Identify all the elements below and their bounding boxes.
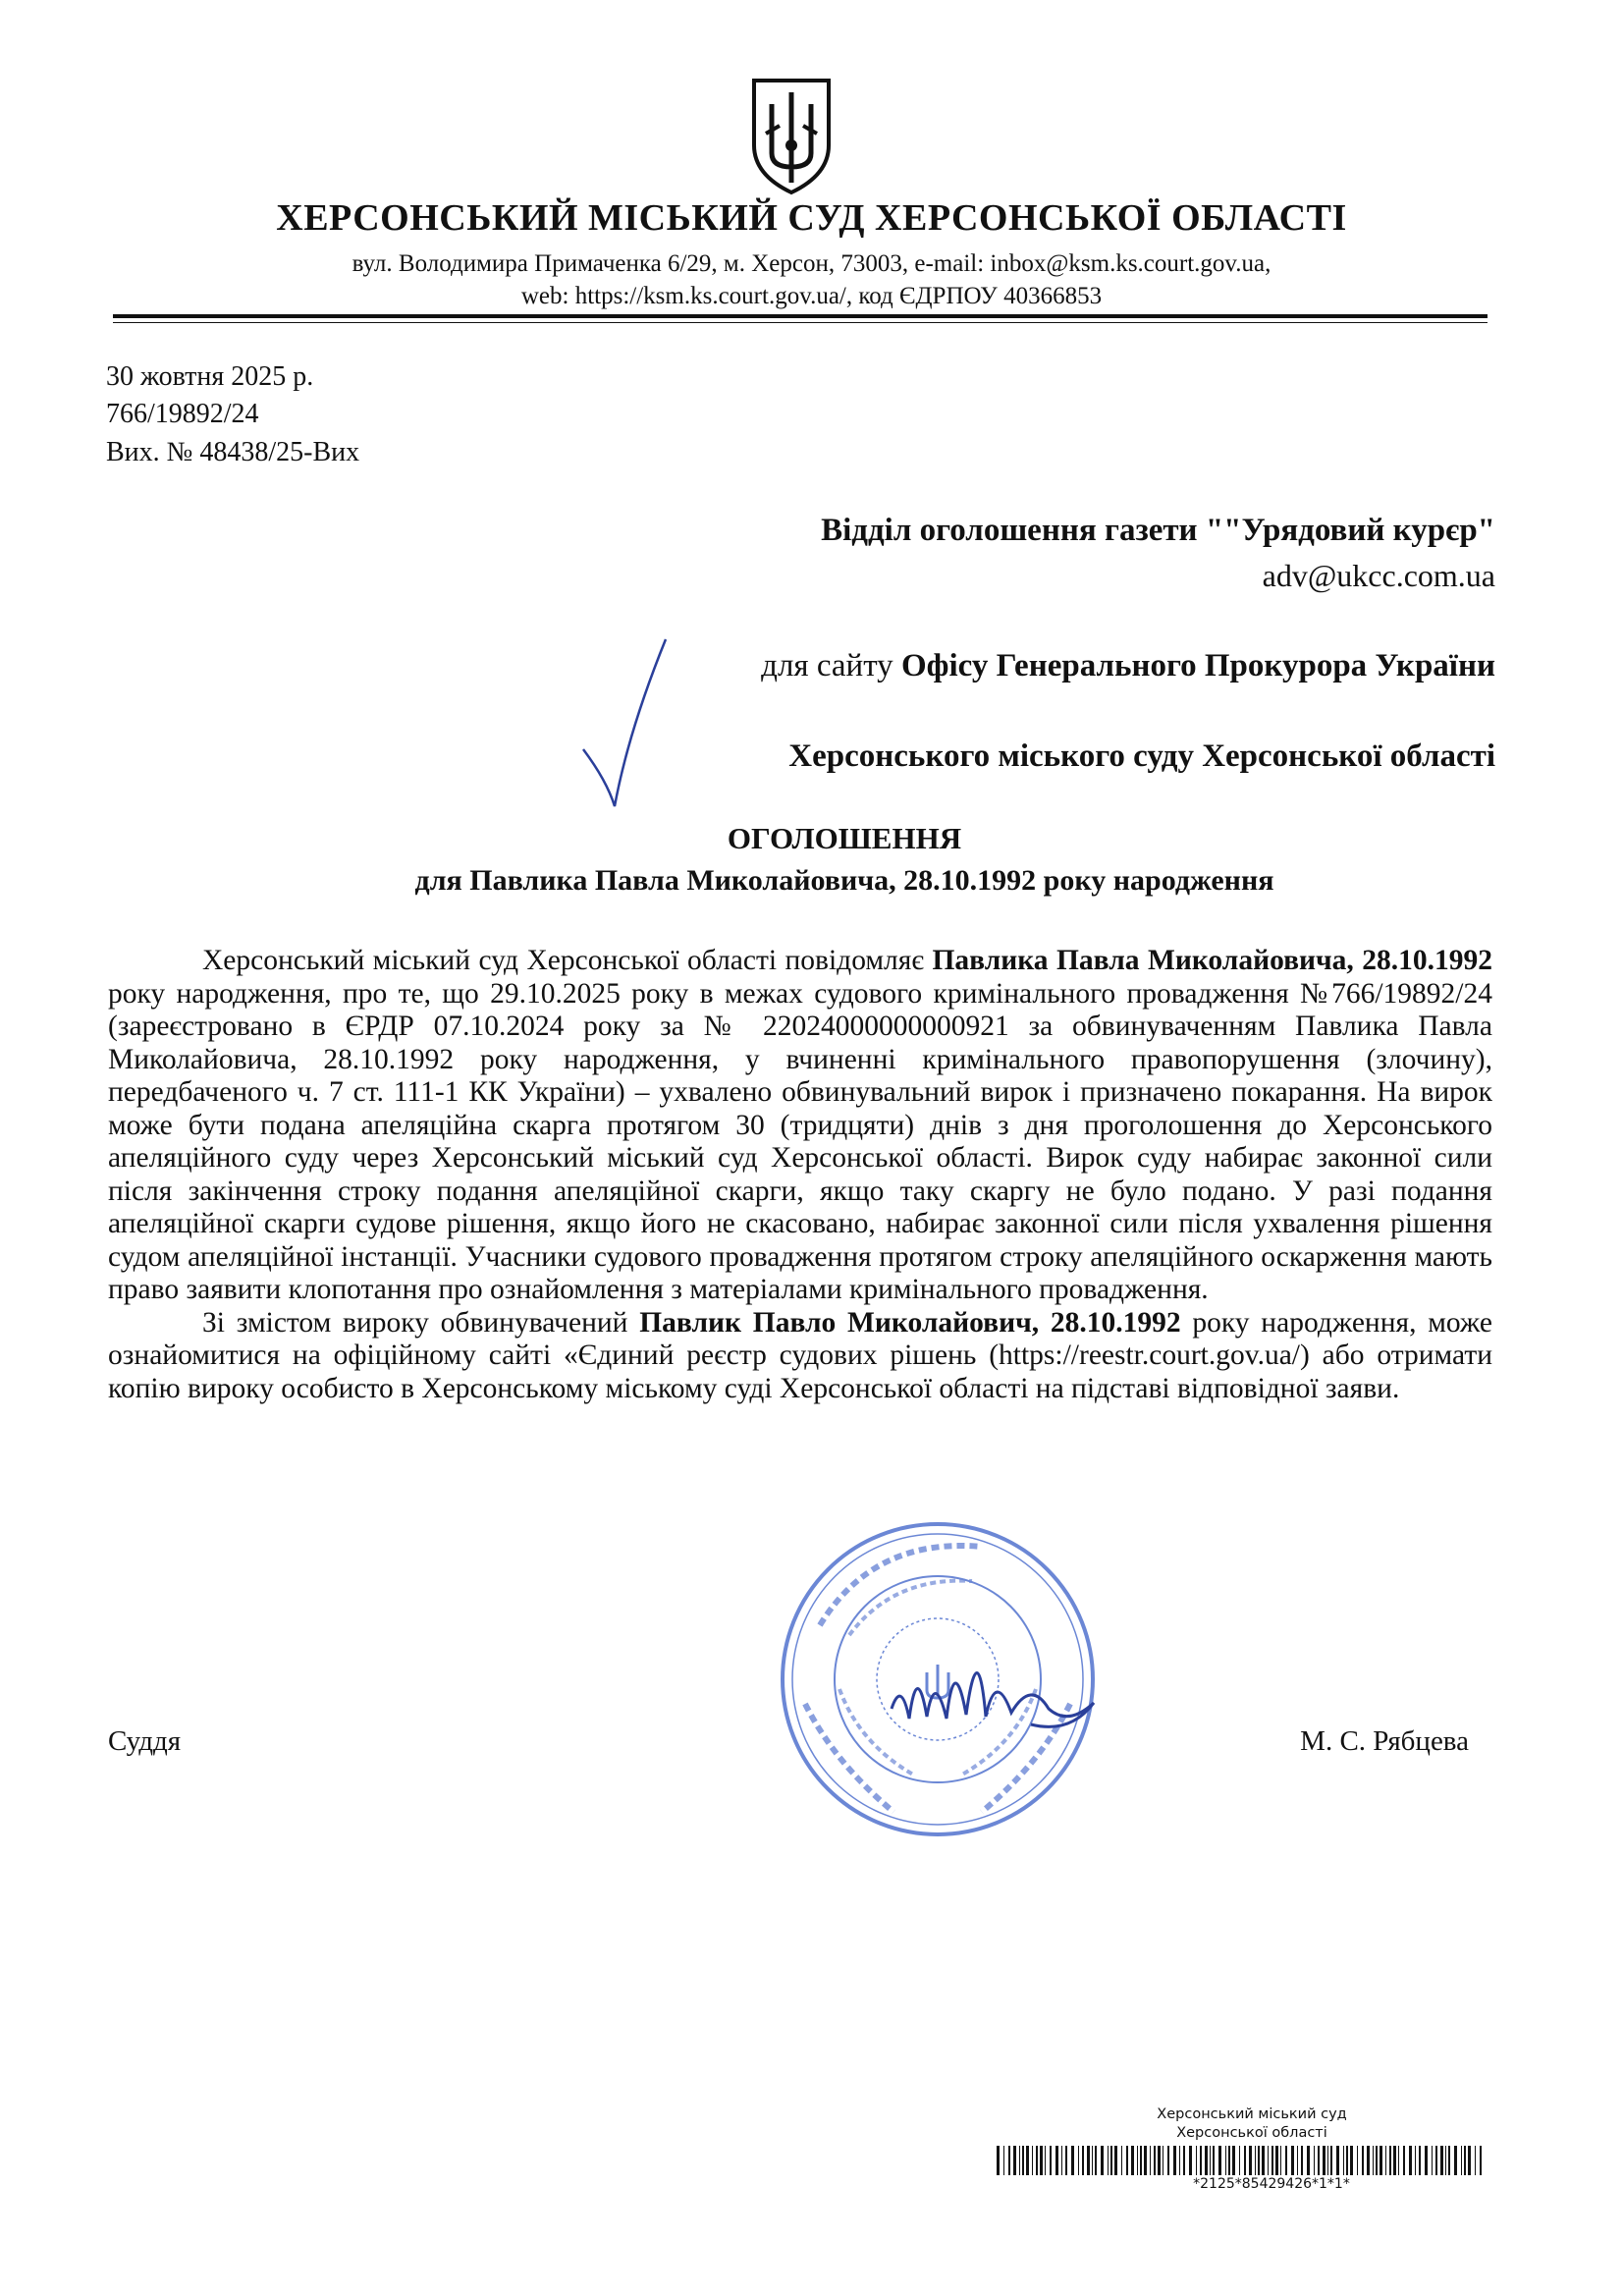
footer-court-name: Херсонський міський суд bbox=[1157, 2106, 1347, 2122]
outgoing-number: Вих. № 48438/25-Вих bbox=[106, 437, 360, 467]
barcode-bar bbox=[1008, 2146, 1010, 2175]
barcode-bar bbox=[1258, 2146, 1260, 2175]
barcode-bar bbox=[1092, 2146, 1093, 2175]
barcode-bar bbox=[1126, 2146, 1128, 2175]
barcode-bar bbox=[1285, 2146, 1287, 2175]
barcode-bar bbox=[1137, 2146, 1138, 2175]
barcode-bar bbox=[1419, 2146, 1421, 2175]
header-divider-thin bbox=[113, 322, 1488, 323]
document-date: 30 жовтня 2025 р. bbox=[106, 361, 314, 392]
barcode-bar bbox=[1019, 2146, 1020, 2175]
barcode-bar bbox=[1262, 2146, 1265, 2175]
barcode-bar bbox=[1196, 2146, 1197, 2175]
barcode-bar bbox=[1071, 2146, 1074, 2175]
p2-defendant: Павлик Павло Миколайович, 28.10.1992 bbox=[639, 1306, 1181, 1339]
barcode-bar bbox=[1244, 2146, 1246, 2175]
barcode-bar bbox=[1318, 2146, 1320, 2175]
barcode-bar bbox=[1150, 2146, 1151, 2175]
barcode-bar bbox=[1232, 2146, 1235, 2175]
barcode-bar bbox=[1210, 2146, 1211, 2175]
recipient-prosecutor: Офісу Генерального Прокурора України bbox=[900, 648, 1495, 683]
barcode-bar bbox=[1173, 2146, 1176, 2175]
barcode-bar bbox=[1268, 2146, 1269, 2175]
barcode-bar bbox=[1003, 2146, 1004, 2175]
barcode-bar bbox=[1239, 2146, 1240, 2175]
barcode-bar bbox=[1045, 2146, 1046, 2175]
barcode-bar bbox=[1376, 2146, 1378, 2175]
barcode-bar bbox=[1367, 2146, 1370, 2175]
barcode-bar bbox=[1380, 2146, 1382, 2175]
barcode-bar bbox=[1101, 2146, 1104, 2175]
barcode-bar bbox=[1121, 2146, 1122, 2175]
barcode-bar bbox=[1393, 2146, 1396, 2175]
announcement-paragraph-2 bbox=[108, 1307, 1492, 1406]
judge-label: Суддя bbox=[108, 1725, 182, 1757]
barcode-bar bbox=[1330, 2146, 1332, 2175]
barcode-bar bbox=[1323, 2146, 1325, 2175]
barcode-bar bbox=[1167, 2146, 1169, 2175]
barcode-bar bbox=[997, 2146, 1000, 2175]
barcode-bar bbox=[1154, 2146, 1156, 2175]
barcode-bar bbox=[1255, 2146, 1256, 2175]
court-address-line: вул. Володимира Примаченка 6/29, м. Херсон, 73003, e-mail: inbox@ksm.ks.court.gov.ua, bbox=[352, 250, 1271, 277]
barcode-bar bbox=[1082, 2146, 1084, 2175]
barcode-bar bbox=[1249, 2146, 1252, 2175]
barcode-bar bbox=[1271, 2146, 1273, 2175]
barcode-bar bbox=[1415, 2146, 1416, 2175]
barcode-bar bbox=[1114, 2146, 1117, 2175]
recipient-prosecutor-line bbox=[761, 648, 1495, 684]
judge-name: М. С. Рябцева bbox=[1300, 1725, 1469, 1757]
barcode-bar bbox=[1440, 2146, 1443, 2175]
case-number: 766/19892/24 bbox=[106, 399, 259, 429]
recipient-newspaper: Відділ оголошення газети ""Урядовий курєр" bbox=[821, 513, 1495, 548]
barcode-bar bbox=[1225, 2146, 1226, 2175]
barcode-bar bbox=[1228, 2146, 1230, 2175]
barcode-bar bbox=[1036, 2146, 1038, 2175]
barcode-bar bbox=[1280, 2146, 1281, 2175]
barcode-bar bbox=[1218, 2146, 1221, 2175]
footer-court-region: Херсонської області bbox=[1176, 2125, 1327, 2141]
barcode-bar bbox=[1022, 2146, 1024, 2175]
barcode-bar bbox=[1205, 2146, 1208, 2175]
barcode-bar bbox=[1200, 2146, 1202, 2175]
barcode-bar bbox=[1398, 2146, 1399, 2175]
barcode-bar bbox=[1343, 2146, 1344, 2175]
barcode-bar bbox=[1275, 2146, 1278, 2175]
barcode-bar bbox=[1040, 2146, 1043, 2175]
barcode-bar bbox=[1297, 2146, 1298, 2175]
barcode-bar bbox=[1032, 2146, 1033, 2175]
barcode-bar bbox=[1389, 2146, 1391, 2175]
barcode-bar bbox=[1179, 2146, 1180, 2175]
p2-start: Зі змістом вироку обвинувачений bbox=[202, 1306, 640, 1339]
barcode-bar bbox=[1078, 2146, 1079, 2175]
barcode-bar bbox=[1357, 2146, 1358, 2175]
barcode-bar bbox=[1158, 2146, 1161, 2175]
barcode-bar bbox=[1409, 2146, 1412, 2175]
barcode-bar bbox=[1307, 2146, 1310, 2175]
court-web-line: web: https://ksm.ks.court.gov.ua/, код ЄДРПОУ 40366853 bbox=[520, 283, 1103, 309]
barcode-bar bbox=[1065, 2146, 1067, 2175]
barcode-bar bbox=[1213, 2146, 1215, 2175]
barcode-bar bbox=[1140, 2146, 1142, 2175]
header-divider-thick bbox=[113, 314, 1488, 318]
barcode-bar bbox=[1373, 2146, 1374, 2175]
barcode-bar bbox=[1189, 2146, 1192, 2175]
barcode-bar bbox=[1144, 2146, 1147, 2175]
barcode-bar bbox=[1013, 2146, 1016, 2175]
p2-rest: року народження, може ознайомитися на офіційному сайті «Єдиний реєстр судових рішень (https://reestr.court.gov.ua/) або отримати копію вироку особисто в Херсонському міському суді Херсонської області на підставі відповідної заяви. bbox=[108, 1306, 1492, 1404]
barcode-bar bbox=[1055, 2146, 1058, 2175]
barcode-bar bbox=[1131, 2146, 1134, 2175]
announcement-body bbox=[108, 945, 1492, 1405]
barcode-bar bbox=[1464, 2146, 1466, 2175]
barcode-bar bbox=[1095, 2146, 1097, 2175]
barcode-bar bbox=[1301, 2146, 1303, 2175]
recipient-court: Херсонського міського суду Херсонської області bbox=[788, 738, 1495, 774]
barcode-bar bbox=[1314, 2146, 1315, 2175]
barcode-bar bbox=[1475, 2146, 1476, 2175]
barcode-bar bbox=[1087, 2146, 1090, 2175]
court-name-heading: ХЕРСОНСЬКИЙ МІСЬКИЙ СУД ХЕРСОНСЬКОЇ ОБЛАСТІ bbox=[276, 197, 1347, 239]
barcode-bar bbox=[1385, 2146, 1386, 2175]
p1-defendant: Павлика Павла Миколайовича, 28.10.1992 bbox=[932, 945, 1492, 976]
barcode-bar bbox=[1346, 2146, 1348, 2175]
p1-rest: року народження, про те, що 29.10.2025 року в межах судового кримінального провадження №766/19892/24 (зареєстровано в ЄРДР 07.10.2024 року за № 22024000000000921 за обвинуваченням Павлика Павла Миколайовича, 28.10.1992 року народження, у вчиненні кримінального правопорушення (злочину), передбаченого ч. 7 ст. 111-1 КК України) – ухвалено обвинувальний вирок і призначено покарання. На вирок може бути подана апеляційна скарга протягом 30 (тридцяти) днів з дня проголошення до Херсонського апеляційного суду через Херсонський міський суд Херсонської області. Вирок суду набирає законної сили після закінчення строку подання апеляційної скарги, якщо таку скаргу не було подано. У разі подання апеляційної скарги судове рішення, якщо його не скасовано, набирає законної сили після ухвалення рішення судом апеляційної інстанції. Учасники судового провадження протягом строку апеляційного оскарження мають право заявити клопотання про ознайомлення з матеріалами кримінального провадження. bbox=[108, 977, 1492, 1305]
barcode-bar bbox=[1026, 2146, 1029, 2175]
barcode-bar bbox=[1403, 2146, 1405, 2175]
recipient-email: adv@ukcc.com.ua bbox=[1262, 558, 1495, 593]
barcode-bar bbox=[1291, 2146, 1294, 2175]
announcement-title: ОГОЛОШЕННЯ bbox=[727, 821, 962, 855]
barcode-bar bbox=[1336, 2146, 1339, 2175]
barcode-bar bbox=[1445, 2146, 1446, 2175]
barcode-bar bbox=[1350, 2146, 1353, 2175]
barcode-bar bbox=[1454, 2146, 1457, 2175]
barcode-bar bbox=[1108, 2146, 1109, 2175]
handwritten-checkmark-icon bbox=[577, 633, 671, 810]
p1-start: Херсонський міський суд Херсонської області повідомляє bbox=[202, 945, 933, 976]
barcode-bar bbox=[1183, 2146, 1185, 2175]
announcement-paragraph-1 bbox=[108, 945, 1492, 1307]
barcode-bar bbox=[1480, 2146, 1482, 2175]
barcode-bar bbox=[1362, 2146, 1364, 2175]
barcode-bar bbox=[1050, 2146, 1052, 2175]
announcement-subtitle: для Павлика Павла Миколайовича, 28.10.1992 року народження bbox=[414, 864, 1274, 897]
barcode-bar bbox=[1061, 2146, 1062, 2175]
barcode-bar bbox=[1432, 2146, 1433, 2175]
recipient-prosecutor-prefix: для сайту bbox=[761, 648, 901, 683]
ukraine-trident-icon bbox=[746, 77, 837, 196]
barcode-text: *2125*85429426*1*1* bbox=[1193, 2176, 1350, 2192]
barcode-bar bbox=[1435, 2146, 1437, 2175]
barcode-bar bbox=[1110, 2146, 1112, 2175]
barcode-bar bbox=[1425, 2146, 1428, 2175]
barcode-bar bbox=[1448, 2146, 1450, 2175]
barcode-icon bbox=[997, 2146, 1488, 2175]
barcode-bar bbox=[1327, 2146, 1328, 2175]
barcode-bar bbox=[1468, 2146, 1471, 2175]
handwritten-signature-icon bbox=[884, 1640, 1100, 1748]
barcode-bar bbox=[1461, 2146, 1462, 2175]
